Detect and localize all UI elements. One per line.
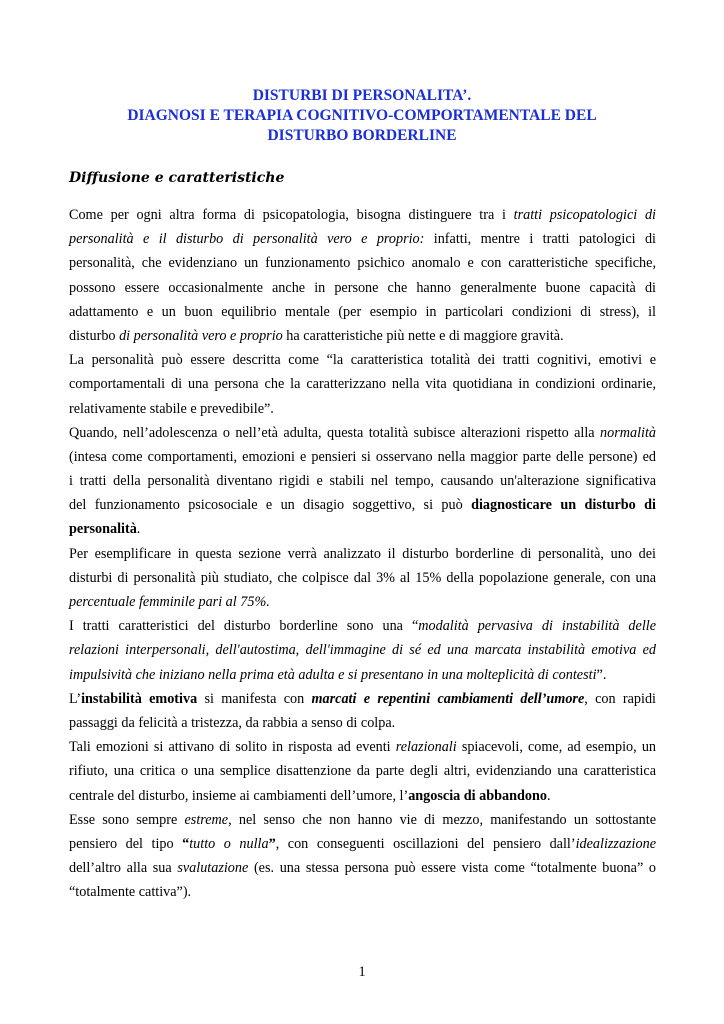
p4-line-2: disturbi di personalità più studiato, che colpisce dal 3% al 15% della popolazione generale, con una (69, 569, 656, 586)
p2-line-1: La personalità può essere descritta come “la caratteristica totalità dei tratti cognitivi, emotivi e (69, 352, 656, 369)
document-title (60, 86, 664, 146)
p1-line-1: Come per ogni altra forma di psicopatologia, bisogna distinguere tra i tratti psicopatologici di (69, 207, 656, 223)
p2-line-2: comportamentali di una persona che la caratterizzano nella vita quotidiana in condizioni ordinarie, (69, 376, 656, 393)
p2-line-3: relativamente stabile e prevedibile”. (69, 400, 274, 417)
p7-line-2: rifiuto, una critica o una semplice disattenzione da parte degli altri, evidenziando una caratteristica (69, 763, 656, 780)
p6-line-2: passaggi da felicità a tristezza, da rabbia a senso di colpa. (69, 714, 396, 731)
p8-line-2: pensiero del tipo “tutto o nulla”, con conseguenti oscillazioni del pensiero dall’idealizzazione (69, 835, 656, 852)
p7-line-1: Tali emozioni si attivano di solito in risposta ad eventi relazionali spiacevoli, come, ad esempio, un (69, 739, 657, 756)
p1-line-4: possono essere occasionalmente anche in persone che hanno generalmente buone capacità di (69, 279, 656, 296)
p4-line-1: Per esemplificare in questa sezione verrà analizzato il disturbo borderline di personalità, uno dei (69, 545, 656, 562)
p3-line-4: del funzionamento psicosociale e un disagio soggettivo, si può diagnosticare un disturbo di (69, 497, 656, 514)
p4-line-3: percentuale femminile pari al 75%. (69, 594, 270, 610)
title-line-3: DISTURBO BORDERLINE (267, 127, 457, 144)
p7-line-3: centrale del disturbo, insieme ai cambiamenti dell’umore, l’angoscia di abbandono. (69, 787, 551, 804)
p1-line-5: adattamento e un buon equilibrio mentale (per esempio in particolari condizioni di stress), il (69, 303, 656, 320)
p5-line-3: impulsività che iniziano nella prima età adulta e si presentano in una molteplicità di contesti”. (69, 666, 607, 683)
p8-line-3: dell’altro alla sua svalutazione (es. una stessa persona può essere vista come “totalmente buona” o (69, 860, 656, 877)
p3-line-3: i tratti della personalità diventano rigidi e stabili nel tempo, causando un'alterazione significativa (69, 473, 656, 490)
p3-line-1: Quando, nell’adolescenza o nell’età adulta, questa totalità subisce alterazioni rispetto alla normalità (69, 424, 656, 441)
p6-line-1: L’instabilità emotiva si manifesta con marcati e repentini cambiamenti dell’umore, con rapidi (69, 690, 656, 707)
p3-line-5: personalità. (69, 521, 141, 538)
section-heading: Diffusione e caratteristiche (69, 170, 285, 186)
p5-line-2: relazioni interpersonali, dell'autostima, dell'immagine di sé ed una marcata instabilità emotiva ed (69, 642, 656, 659)
page-number: 1 (358, 964, 366, 980)
p5-line-1: I tratti caratteristici del disturbo borderline sono una “modalità pervasiva di instabilità delle (69, 618, 657, 635)
p1-line-3: personalità, che evidenziano un funzionamento psichico anomalo e con caratteristiche specifiche, (69, 255, 656, 272)
title-line-2: DIAGNOSI E TERAPIA COGNITIVO-COMPORTAMENTALE DEL (127, 107, 597, 124)
p8-line-1: Esse sono sempre estreme, nel senso che non hanno vie di mezzo, manifestando un sottostante (69, 811, 656, 828)
p1-line-6: disturbo di personalità vero e proprio ha caratteristiche più nette e di maggiore gravità. (69, 327, 564, 344)
p8-line-4: “totalmente cattiva”). (69, 884, 192, 901)
title-line-1: DISTURBI DI PERSONALITA’. (252, 87, 472, 104)
p3-line-2: (intesa come comportamenti, emozioni e pensieri si osservano nella maggior parte delle persone) ed (69, 448, 656, 465)
p1-line-2: personalità e il disturbo di personalità vero e proprio: infatti, mentre i tratti patologici di (69, 231, 656, 248)
body-text (69, 203, 656, 904)
